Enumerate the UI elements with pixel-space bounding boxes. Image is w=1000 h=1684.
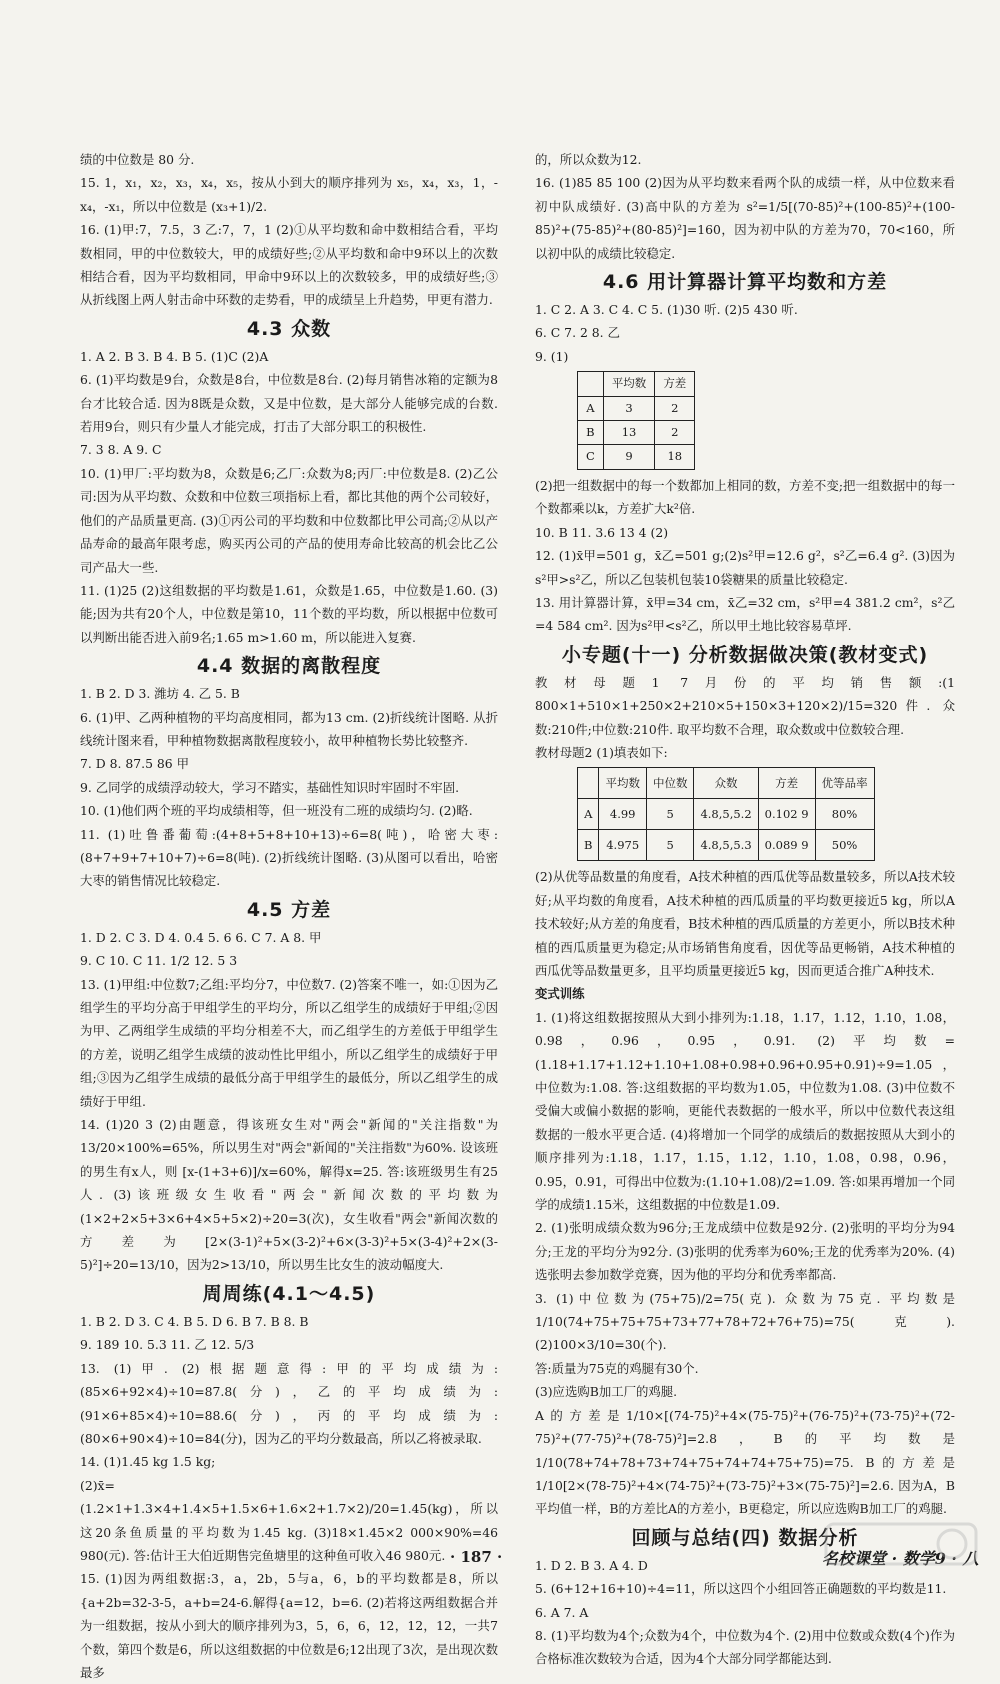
table-row (578, 799, 875, 830)
table-header-cell (578, 372, 604, 396)
table-cell: 2 (655, 396, 695, 420)
answer-paragraph: 13. (1)甲. (2)根据题意得:甲的平均成绩为:(85×6+92×4)÷10=87.8(分)，乙的平均成绩为:(91×6+85×4)÷10=88.6(分)，丙的平均成绩为:(80×6+90×4)÷10=84(分)，因为乙的平均分数最高，所以乙将被录取. (80, 1360, 498, 1446)
answer-paragraph: 9. 189 10. 5.3 11. 乙 12. 5/3 (80, 1337, 255, 1353)
answer-paragraph: 1. B 2. D 3. 潍坊 4. 乙 5. B (80, 686, 240, 702)
table-row (578, 445, 695, 469)
table-cell: 4.8,5,5.3 (694, 830, 758, 861)
answer-paragraph: 1. C 2. A 3. C 4. C 5. (1)30 听. (2)5 430 听. (535, 302, 798, 318)
answer-paragraph: 10. (1)他们两个班的平均成绩相等，但一班没有二班的成绩均匀. (2)略. (80, 803, 473, 819)
mean-variance-table (577, 371, 695, 470)
answer-paragraph: 9. C 10. C 11. 1/2 12. 5 3 (80, 953, 238, 969)
section-heading: 4.6 用计算器计算平均数和方差 (602, 271, 888, 294)
table-header-cell: 方差 (758, 768, 815, 799)
table-cell: 50% (815, 830, 874, 861)
page-number: · 187 · (450, 1548, 503, 1566)
answer-paragraph: 1. (1)将这组数据按照从大到小排列为:1.18，1.17，1.12，1.10，1.08，0.98，0.96，0.95，0.91. (2)平均数=(1.18+1.17+1.12+1.10+1.08+0.98+0.96+0.95+0.91)÷9=1.05，中位数为:1.08. 答:这组数据的平均数为1.05，中位数为1.08. (3)中位数不受偏大或偏小数据的影响，更能代表数据的一般水平，所以中位数代表这组数据的一般水平更合适. (4)将增加一个同学的成绩后的数据按照从大到小的顺序排列为:1.18，1.17，1.15，1.12，1.10，1.08，0.98，0.96，0.95，0.91，可得出中位数为:(1.10+1.08)/2=1.09. 答:如果再增加一个同学的成绩1.15米，这组数据的中位数是1.09. (535, 1009, 955, 1213)
answer-paragraph: 15. (1)因为两组数据:3，a，2b，5与a，6，b的平均数都是8，所以{a+2b=32-3-5，a+b=24-6.解得{a=12，b=6. (2)若将这两组数据合并为一组数据，按从小到大的顺序排列为3，5，6，6，12，12，12，一共7个数，第四个数是6，所以这组数据的中位数是6;12出现了3次，是出现次数最多 (80, 1571, 498, 1680)
answer-paragraph: 15. 1，x₁，x₂，x₃，x₄，x₅，按从小到大的顺序排列为 x₅，x₄，x₃，1，-x₄，-x₁，所以中位数是 (x₃+1)/2. (80, 175, 498, 214)
answer-paragraph: 11. (1)25 (2)这组数据的平均数是1.61，众数是1.65，中位数是1.60. (3)能;因为共有20个人，中位数是第10，11个数的平均数，所以根据中位数可以判断出能否进入前9名;1.65 m>1.60 m，所以能进入复赛. (80, 582, 498, 645)
answer-paragraph: 6. (1)甲、乙两种植物的平均高度相同，都为13 cm. (2)折线统计图略. 从折线统计图来看，甲种植物数据离散程度较小，故甲种植物长势比较整齐. (80, 709, 498, 748)
section-heading: 4.4 数据的离散程度 (196, 655, 382, 678)
answer-paragraph: 6. (1)平均数是9台，众数是8台，中位数是8台. (2)每月销售冰箱的定额为8台才比较合适. 因为8既是众数，又是中位数，是大部分人能够完成的台数. 若用9台，则只有少量人才能完成，打击了大部分职工的积极性. (80, 372, 498, 435)
section-heading: 4.3 众数 (246, 317, 332, 340)
section-heading: 回顾与总结(四) 数据分析 (631, 1526, 859, 1549)
table-cell: 4.8,5,5.2 (694, 799, 758, 830)
table-cell: 4.975 (599, 830, 647, 861)
answer-paragraph: 14. (1)1.45 kg 1.5 kg; (80, 1454, 216, 1470)
table-cell: B (578, 830, 599, 861)
subheading: 变式训练 (535, 986, 585, 1002)
table-cell: A (578, 396, 604, 420)
answer-paragraph: 7. 3 8. A 9. C (80, 442, 162, 458)
table-header-cell: 平均数 (599, 768, 647, 799)
watermelon-stats-table (577, 767, 875, 861)
table-header-cell: 方差 (655, 372, 695, 396)
answer-paragraph: 1. B 2. D 3. C 4. B 5. D 6. B 7. B 8. B (80, 1313, 309, 1329)
table-row (578, 421, 695, 445)
table-cell: 80% (815, 799, 874, 830)
answer-paragraph: 1. D 2. C 3. D 4. 0.4 5. 6 6. C 7. A 8. 甲 (80, 929, 322, 945)
table-cell: 4.99 (599, 799, 647, 830)
right-column (535, 148, 955, 1671)
answer-paragraph: 1. A 2. B 3. B 4. B 5. (1)C (2)A (80, 348, 269, 364)
answer-paragraph: 7. D 8. 87.5 86 甲 (80, 756, 190, 772)
answer-paragraph: 6. A 7. A (535, 1604, 589, 1620)
answer-paragraph: 9. 乙同学的成绩浮动较大，学习不踏实，基础性知识时牢固时不牢固. (80, 779, 460, 795)
table-cell: 5 (646, 830, 694, 861)
answer-paragraph: 9. (1) (535, 348, 569, 364)
table-header-cell: 优等品率 (815, 768, 874, 799)
table-header-cell: 众数 (694, 768, 758, 799)
table-cell: 18 (655, 445, 695, 469)
answer-paragraph: 1. D 2. B 3. A 4. D (535, 1557, 648, 1573)
watermark-logo (822, 1518, 982, 1584)
table-cell: 9 (603, 445, 655, 469)
table-cell: 13 (603, 421, 655, 445)
table-row (578, 396, 695, 420)
answer-paragraph: 教材母题2 (1)填表如下: (535, 744, 668, 760)
answer-paragraph: (2)从优等品数量的角度看，A技术种植的西瓜优等品数量较多，所以A技术较好;从平均数的角度看，A技术种植的西瓜质量的平均数更接近5 kg，所以A技术较好;从方差的角度看，B技术种植的西瓜质量的方差更小，所以B技术种植的西瓜质量更为稳定;从市场销售角度看，因优等品更畅销，A技术种植的西瓜优等品数量更多，且平均质量更接近5 kg，因而更适合推广A种技术. (535, 869, 955, 978)
answer-paragraph: 的，所以众数为12. (535, 152, 642, 167)
answer-paragraph: 6. C 7. 2 8. 乙 (535, 325, 620, 341)
answer-paragraph: 12. (1)x̄甲=501 g，x̄乙=501 g;(2)s²甲=12.6 g²，s²乙=6.4 g². (3)因为s²甲>s²乙，所以乙包装机包装10袋糖果的质量比较稳定. (535, 548, 955, 587)
table-cell: C (578, 445, 604, 469)
table-header-cell (578, 768, 599, 799)
answer-paragraph: 14. (1)20 3 (2)由题意，得该班女生对"两会"新闻的"关注指数"为13/20×100%=65%，所以男生对"两会"新闻的"关注指数"为60%. 设该班的男生有x人，则 [x-(1+3+6)]/x=60%，解得x=25. 答:该班级男生有25人. (3)该班级女生收看"两会"新闻次数的平均数为(1×2+2×5+3×6+4×5+5×2)÷20=3(次)，女生收看"两会"新闻次数的方差为[2×(3-1)²+5×(3-2)²+6×(3-3)²+5×(3-4)²+2×(3-5)²]÷20=13/10，因为2>13/10，所以男生比女生的波动幅度大. (80, 1117, 498, 1273)
section-heading: 周周练(4.1～4.5) (202, 1282, 376, 1305)
section-heading: 小专题(十一) 分析数据做决策(教材变式) (561, 643, 929, 666)
book-brand: 名校课堂 · 数学9 · 八 (822, 1549, 979, 1568)
answer-paragraph: 10. B 11. 3.6 13 4 (2) (535, 524, 669, 540)
answer-paragraph: 16. (1)甲:7，7.5，3 乙:7，7，1 (2)①从平均数和命中数相结合看，平均数相同，甲的中位数较大，甲的成绩好些;②从平均数和命中9环以上的次数相结合看，因为平均数相同，甲命中9环以上的次数较多，甲的成绩好些;③从折线图上两人射击命中环数的走势看，甲的成绩呈上升趋势，甲更有潜力. (80, 222, 498, 308)
table-cell: B (578, 421, 604, 445)
table-cell: 0.089 9 (758, 830, 815, 861)
table-cell: A (578, 799, 599, 830)
answer-paragraph: A的方差是1/10×[(74-75)²+4×(75-75)²+(76-75)²+(73-75)²+(72-75)²+(77-75)²+(78-75)²]=2.8，B的平均数是1/10(78+74+78+73+74+75+74+74+75+75)=75. B的方差是1/10[2×(78-75)²+4×(74-75)²+(73-75)²+3×(75-75)²]=2.6. 因为A，B平均值一样，B的方差比A的方差小，B更稳定，所以应选购B加工厂的鸡腿. (535, 1407, 955, 1517)
answer-paragraph: 教材母题1 7月份的平均销售额:(1 800×1+510×1+250×2+210×5+150×3+120×2)/15=320件. 众数:210件;中位数:210件. 取平均数不合理，取众数或中位数较合理. (535, 674, 955, 737)
answer-paragraph: 答:质量为75克的鸡腿有30个. (535, 1360, 699, 1376)
answer-paragraph: (2)x̄=(1.2×1+1.3×4+1.4×5+1.5×6+1.6×2+1.7×2)/20=1.45(kg)，所以这20条鱼质量的平均数为1.45 kg. (3)18×1.45×2 000×90%=46 980(元). 答:估计王大伯近期售完鱼塘里的这种鱼可收入46 980元. (80, 1477, 498, 1563)
table-cell: 3 (603, 396, 655, 420)
answer-paragraph: 3. (1)中位数为(75+75)/2=75(克). 众数为75克. 平均数是1/10(74+75+75+75+73+77+78+72+76+75)=75(克). (2)100×3/10=30(个). (535, 1290, 955, 1353)
answer-paragraph: 2. (1)张明成绩众数为96分;王龙成绩中位数是92分. (2)张明的平均分为94分;王龙的平均分为92分. (3)张明的优秀率为60%;王龙的优秀率为20%. (4)选张明去参加数学竞赛，因为他的平均分和优秀率都高. (535, 1220, 955, 1283)
answer-paragraph: 11. (1)吐鲁番葡萄:(4+8+5+8+10+13)÷6=8(吨)，哈密大枣:(8+7+9+7+10+7)÷6=8(吨). (2)折线统计图略. (3)从图可以看出，哈密大枣的销售情况比较稳定. (80, 826, 498, 889)
answer-paragraph: 8. (1)平均数为4个;众数为4个，中位数为4个. (2)用中位数或众数(4个)作为合格标准次数较为合适，因为4个大部分同学都能达到. (535, 1627, 955, 1667)
answer-paragraph: 绩的中位数是 80 分. (80, 152, 195, 167)
table-row (578, 830, 875, 861)
answer-paragraph: 10. (1)甲厂:平均数为8，众数是6;乙厂:众数为8;丙厂:中位数是8. (2)乙公司:因为从平均数、众数和中位数三项指标上看，都比其他的两个公司较好，他们的产品质量更高. (3)①丙公司的平均数和中位数都比甲公司高;②从以产品寿命的最高年限考虑，购买丙公司的产品的使用寿命比较高的机会比乙公司产品大一些. (80, 465, 498, 575)
table-cell: 2 (655, 421, 695, 445)
answer-paragraph: 13. (1)甲组:中位数7;乙组:平均分7，中位数7. (2)答案不唯一，如:①因为乙组学生的平均分高于甲组学生的平均分，所以乙组学生的成绩好于甲组;②因为甲、乙两组学生成绩的平均分相差不大，而乙组学生的方差低于甲组学生的方差，说明乙组学生成绩的波动性比甲组小，所以乙组学生的成绩好于甲组;③因为乙组学生成绩的最低分高于甲组学生的最低分，所以乙组学生的成绩好于甲组. (80, 976, 498, 1109)
section-heading: 4.5 方差 (246, 898, 332, 921)
table-cell: 5 (646, 799, 694, 830)
answer-paragraph: (3)应选购B加工厂的鸡腿. (535, 1384, 678, 1400)
answer-paragraph: 13. 用计算器计算，x̄甲=34 cm，x̄乙=32 cm，s²甲=4 381.2 cm²，s²乙=4 584 cm². 因为s²甲<s²乙，所以甲土地比较容易草坪. (535, 594, 955, 634)
left-column (80, 148, 498, 1684)
answer-paragraph: (2)把一组数据中的每一个数都加上相同的数，方差不变;把一组数据中的每一个数都乘以k，方差扩大k²倍. (535, 477, 955, 517)
answer-paragraph: 16. (1)85 85 100 (2)因为从平均数来看两个队的成绩一样，从中位数来看初中队成绩好. (3)高中队的方差为 s²=1/5[(70-85)²+(100-85)²+(100-85)²+(75-85)²+(80-85)²]=160，因为初中队的方差为70，70<160，所以初中队的成绩比较稳定. (535, 175, 955, 261)
table-cell: 0.102 9 (758, 799, 815, 830)
table-header-cell: 平均数 (603, 372, 655, 396)
table-header-cell: 中位数 (646, 768, 694, 799)
answer-paragraph: 5. (6+12+16+10)÷4=11，所以这四个小组回答正确题数的平均数是11. (535, 1581, 947, 1597)
